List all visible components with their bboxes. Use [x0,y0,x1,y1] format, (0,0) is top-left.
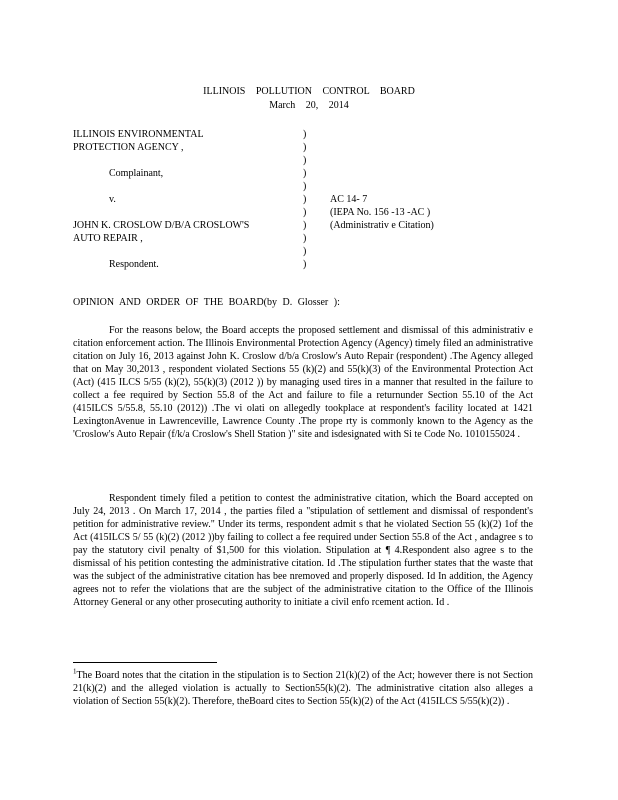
footnote-marker: 1 [73,667,77,676]
caption-line [73,245,298,258]
caption-line [73,206,298,219]
case-type: (Administrativ e Citation) [330,220,434,231]
caption-case-number [330,128,530,232]
paren: ) [303,233,307,244]
paren: ) [303,168,307,179]
paren: ) [303,129,307,140]
opinion-heading: OPINION AND ORDER OF THE BOARD(by D. Glosser ): [73,297,340,308]
case-number: AC 14- 7 [330,194,368,205]
iepa-number: (IEPA No. 156 -13 -AC ) [330,207,431,218]
caption-line: Complainant, [109,168,164,179]
agency-title: ILLINOIS POLLUTION CONTROL BOARD [203,86,415,97]
paren: ) [303,259,307,270]
caption-line: Respondent. [109,259,159,270]
document-header [0,85,618,113]
spacer [330,128,530,193]
paren: ) [303,181,307,192]
paren: ) [303,207,307,218]
caption-line [73,180,298,193]
caption-line: v. [109,194,116,205]
paren: ) [303,194,307,205]
paragraph-text: Respondent timely filed a petition to contest the administrative citation, which the Board accepted on July 24, 2013 . On March 17, 2014 , the parties filed a "stipulation of settlement and dismissal of respondent's petition for administrative review." Under its terms, respondent admit s that he violated Section 55 (k)(2) 1of the Act (415ILCS 5/ 55 (k)(2) (2012 ))by failing to collect a fee required under Section 55.8 of the Act , andagree s to pay the statutory civil penalty of $1,500 for this violation. Stipulation at ¶ 4.Respondent also agree s to the dismissal of his petition contesting the administrative citation. Id .The stipulation further states that the waste that was the subject of the administrative citation has bee nremoved and properly disposed. Id In addition, the Agency agrees not to refer the violations that are the subject of the administrative citation to the Office of the Illinois Attorney General or any other prosecuting authority to initiate a civil enfo rcement action. Id . [73,493,533,608]
paren: ) [303,142,307,153]
footnote-text: The Board notes that the citation in the stipulation is to Section 21(k)(2) of the Act; however there is not Section 21(k)(2) and the alleged violation is actually to Section55(k)(2). The administrative citation also alleges a violation of Section 55(k)(2). Therefore, theBoard cites to Section 55(k)(2) of the Act (415ILCS 5/55(k)(2)) . [73,670,533,707]
caption-line: PROTECTION AGENCY , [73,142,184,153]
paren: ) [303,246,307,257]
paragraph-text: For the reasons below, the Board accepts the proposed settlement and dismissal of this administrativ e citation enforcement action. The Illinois Environmental Protection Agency (Agency) timely filed an administrative citation on July 16, 2013 against John K. Croslow d/b/a Croslow's Auto Repair (respondent) .The Agency alleged that on May 30,2013 , respondent violated Sections 55 (k)(2) and 55(k)(3) of the Environmental Protection Act (Act) (415 ILCS 5/55 (k)(2), 55(k)(3) (2012 )) by managing used tires in a manner that resulted in the failure to collect a fee required by Section 55.8 of the Act and failure to file a returnunder Section 55.10 of the Act (415ILCS 5/55.8, 55.10 (2012)) .The vi olati on allegedly tookplace at respondent's facility located at 1421 LexingtonAvenue in Lawrenceville, Lawrence County .The prope rty is commonly known to the Agency as the 'Croslow's Auto Repair (f/k/a Croslow's Shell Station )" site and isdesignated with Si te Code No. 1010155024 . [73,325,533,440]
body-paragraph [73,492,533,609]
caption-line: JOHN K. CROSLOW D/B/A CROSLOW'S [73,220,250,231]
caption-line: ILLINOIS ENVIRONMENTAL [73,129,204,140]
paren: ) [303,155,307,166]
body-paragraph [73,324,533,441]
footnote [73,669,533,708]
caption-parties [73,128,298,271]
footnote-divider [73,662,217,663]
caption-parentheses [303,128,313,271]
caption-line [73,154,298,167]
document-date: March 20, 2014 [269,100,349,111]
paren: ) [303,220,307,231]
caption-line: AUTO REPAIR , [73,233,143,244]
